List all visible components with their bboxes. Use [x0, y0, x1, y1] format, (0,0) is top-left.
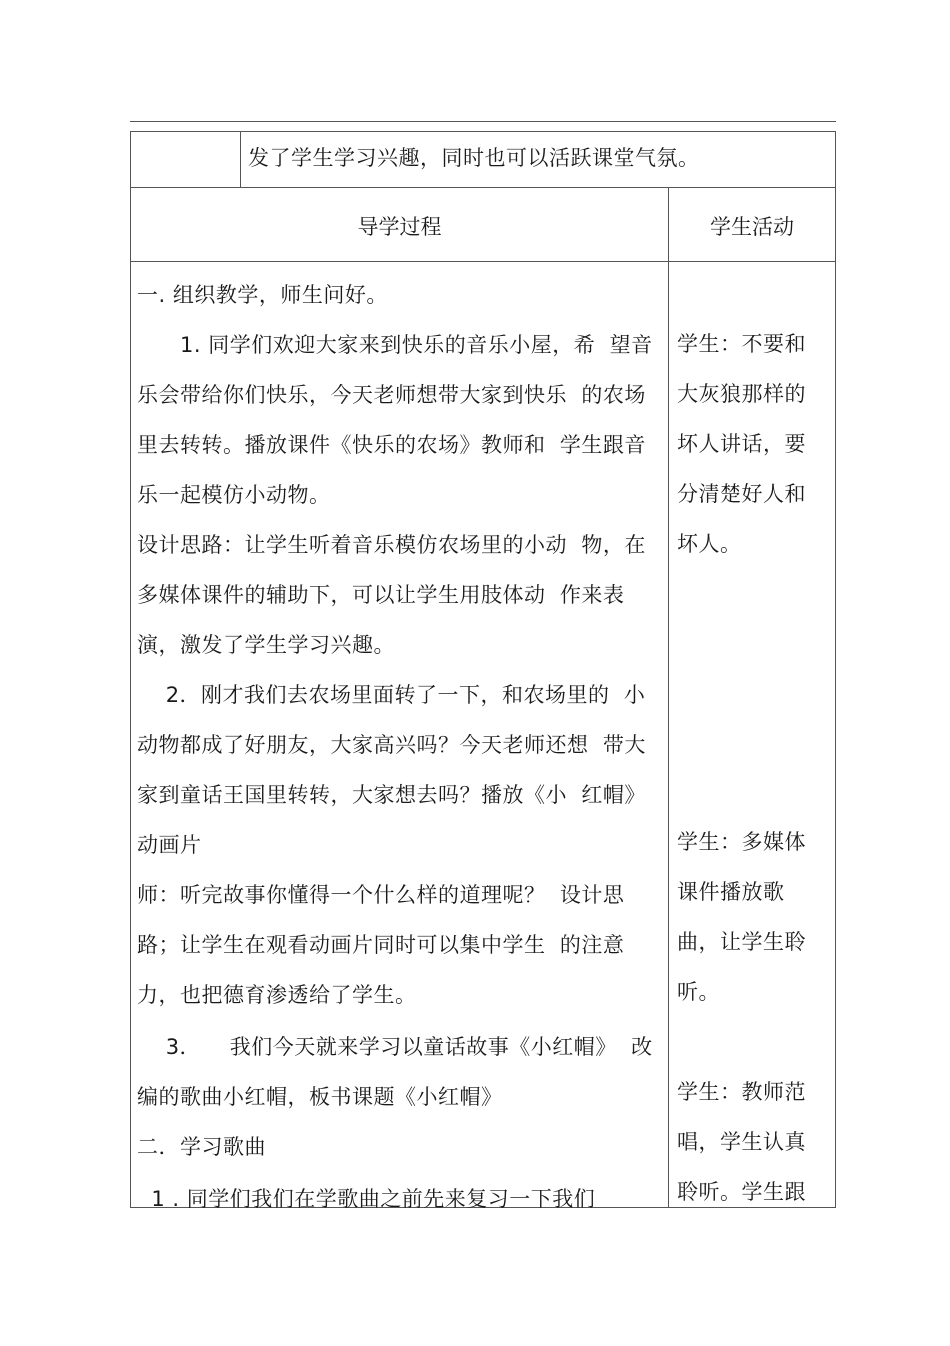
process-line: 家到童话王国里转转，大家想去吗？播放《小 红帽》 [137, 783, 646, 807]
process-line: 动画片 [137, 833, 202, 857]
process-line: 1. 同学们欢迎大家来到快乐的音乐小屋，希 望音 [137, 333, 653, 357]
header-process: 导学过程 [357, 215, 442, 239]
process-line: 师：听完故事你懂得一个什么样的道理呢？ 设计思 [137, 883, 625, 907]
top-rule [130, 121, 836, 122]
process-line: 编的歌曲小红帽，板书课题《小红帽》 [137, 1085, 503, 1109]
activity-line: 学生：教师范 [677, 1080, 806, 1104]
activity-line: 课件播放歌 [677, 880, 785, 904]
process-line: 动物都成了好朋友，大家高兴吗？今天老师还想 带大 [137, 733, 646, 757]
activity-line: 分清楚好人和 [677, 482, 806, 506]
header-activity: 学生活动 [710, 215, 794, 239]
row1-top-border [130, 131, 836, 132]
process-line: 一. 组织教学，师生问好。 [137, 283, 388, 307]
header-bottom-border [130, 261, 836, 262]
activity-line: 学生：不要和 [677, 332, 806, 356]
row1-bottom-border [130, 187, 836, 188]
activity-line: 坏人讲话，要 [677, 432, 806, 456]
process-line: 设计思路：让学生听着音乐模仿农场里的小动 物，在 [137, 533, 646, 557]
process-line: 2．刚才我们去农场里面转了一下，和农场里的 小 [137, 683, 646, 707]
process-line: 1 . 同学们我们在学歌曲之前先来复习一下我们 [137, 1187, 596, 1211]
top-row-text: 发了学生学习兴趣，同时也可以活跃课堂气氛。 [248, 146, 700, 170]
process-line: 3． 我们今天就来学习以童话故事《小红帽》 改 [137, 1035, 653, 1059]
process-line: 路；让学生在观看动画片同时可以集中学生 的注意 [137, 933, 625, 957]
activity-line: 大灰狼那样的 [677, 382, 806, 406]
activity-line: 曲，让学生聆 [677, 930, 806, 954]
activity-line: 学生：多媒体 [677, 830, 806, 854]
table-right-border [835, 131, 836, 1208]
activity-line: 听。 [677, 980, 720, 1004]
table-left-border [130, 131, 131, 1208]
process-line: 多媒体课件的辅助下，可以让学生用肢体动 作来表 [137, 583, 625, 607]
process-line: 乐会带给你们快乐，今天老师想带大家到快乐 的农场 [137, 383, 646, 407]
process-line: 二．学习歌曲 [137, 1135, 266, 1159]
row1-divider [240, 131, 241, 188]
column-divider [668, 187, 669, 1208]
process-line: 乐一起模仿小动物。 [137, 483, 331, 507]
process-line: 演，激发了学生学习兴趣。 [137, 633, 395, 657]
process-line: 里去转转。播放课件《快乐的农场》教师和 学生跟音 [137, 433, 646, 457]
activity-line: 唱，学生认真 [677, 1130, 806, 1154]
activity-line: 聆听。学生跟 [677, 1180, 806, 1204]
process-line: 力，也把德育渗透给了学生。 [137, 983, 417, 1007]
activity-line: 坏人。 [677, 532, 742, 556]
